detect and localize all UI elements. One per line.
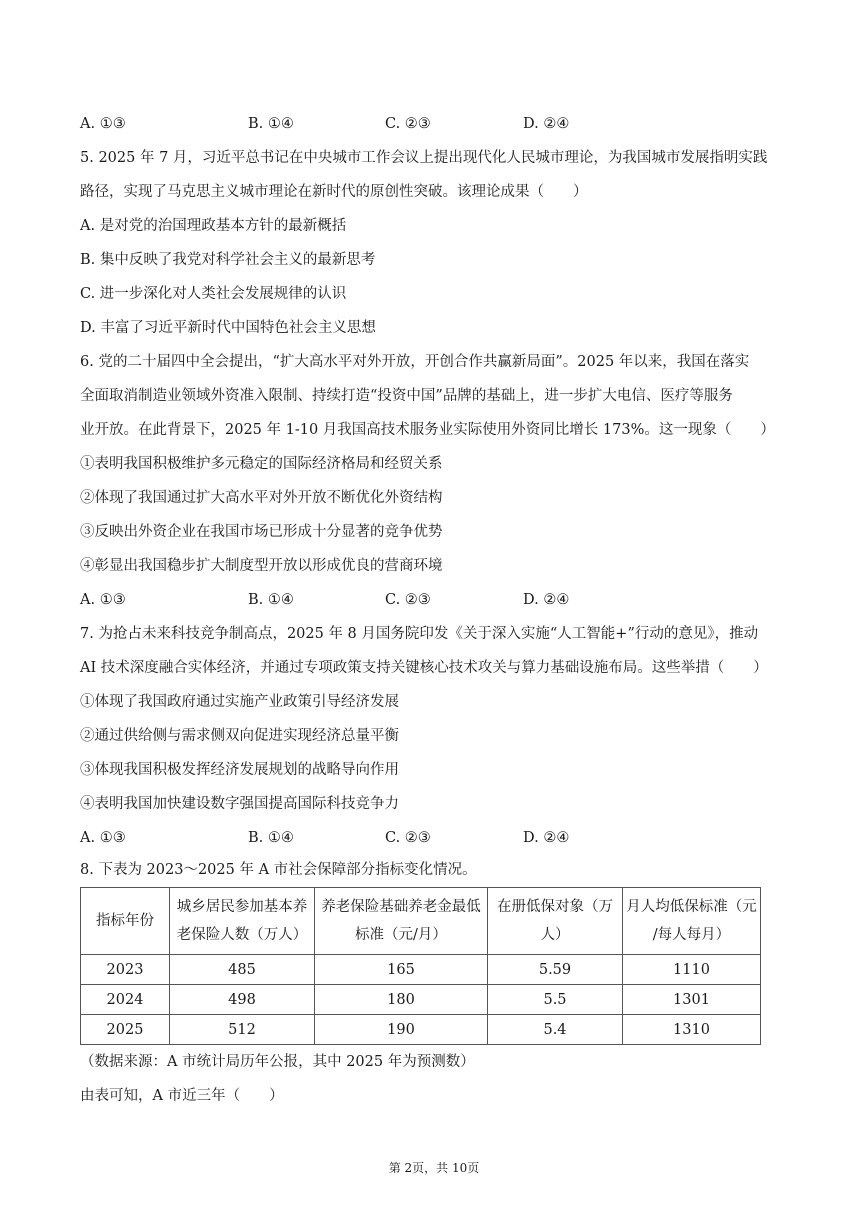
header-cell (81, 888, 170, 955)
option-d[interactable]: D. ②④ (523, 830, 570, 846)
q8-source-note: （数据来源：A 市统计局历年公报，其中 2025 年为预测数） (80, 1054, 475, 1070)
q7-stem-line-2: AI 技术深度融合实体经济，并通过专项政策支持关键核心技术攻关与算力基础设施布局。这些举措（ ） (80, 660, 768, 676)
table-cell: 485 (170, 955, 315, 985)
header-cell (488, 888, 623, 955)
q8-stem: 8. 下表为 2023～2025 年 A 市社会保障部分指标变化情况。 (80, 862, 477, 878)
q7-item-4: ④表明我国加快建设数字强国提高国际科技竞争力 (80, 796, 399, 812)
option-a[interactable]: A. ①③ (80, 116, 126, 132)
table-cell: 2025 (81, 1015, 170, 1045)
option-c[interactable]: C. ②③ (385, 830, 431, 846)
header-text: 人） (540, 927, 570, 943)
header-text: 老保险人数（万人） (176, 927, 308, 943)
table-cell: 180 (315, 985, 488, 1015)
table-cell: 1310 (623, 1015, 761, 1045)
table-cell: 5.5 (488, 985, 623, 1015)
option-a[interactable]: A. ①③ (80, 592, 126, 608)
q5-stem-line-2: 路径，实现了马克思主义城市理论在新时代的原创性突破。该理论成果（ ） (80, 184, 588, 200)
q7-options (80, 828, 780, 848)
table-cell: 1301 (623, 985, 761, 1015)
header-text: 标准（元/月） (355, 927, 447, 943)
table-row (81, 1015, 761, 1045)
q5-choice-a[interactable]: A. 是对党的治国理政基本方针的最新概括 (80, 218, 347, 234)
q5-stem-line-1: 5. 2025 年 7 月，习近平总书记在中央城市工作会议上提出现代化人民城市理论，为我国城市发展指明实践 (80, 150, 768, 166)
q6-item-2: ②体现了我国通过扩大高水平对外开放不断优化外资结构 (80, 490, 443, 506)
q4-options (80, 114, 780, 134)
q5-choice-b[interactable]: B. 集中反映了我党对科学社会主义的最新思考 (80, 252, 376, 268)
header-text: 在册低保对象（万 (497, 899, 613, 915)
header-text: 月人均低保标准（元 (626, 899, 757, 915)
option-c[interactable]: C. ②③ (385, 116, 431, 132)
header-text: 养老保险基础养老金最低 (321, 899, 481, 915)
table-row (81, 985, 761, 1015)
option-d[interactable]: D. ②④ (523, 592, 570, 608)
table-row (81, 955, 761, 985)
header-cell (623, 888, 761, 955)
table-cell: 5.4 (488, 1015, 623, 1045)
header-cell (315, 888, 488, 955)
q6-item-4: ④彰显出我国稳步扩大制度型开放以形成优良的营商环境 (80, 558, 443, 574)
option-a[interactable]: A. ①③ (80, 830, 126, 846)
option-d[interactable]: D. ②④ (523, 116, 570, 132)
option-c[interactable]: C. ②③ (385, 592, 431, 608)
table-cell: 2023 (81, 955, 170, 985)
table-cell: 498 (170, 985, 315, 1015)
q7-item-2: ②通过供给侧与需求侧双向促进实现经济总量平衡 (80, 728, 399, 744)
q5-choice-d[interactable]: D. 丰富了习近平新时代中国特色社会主义思想 (80, 320, 376, 336)
table-cell: 2024 (81, 985, 170, 1015)
option-b[interactable]: B. ①④ (248, 830, 294, 846)
option-b[interactable]: B. ①④ (248, 116, 294, 132)
option-b[interactable]: B. ①④ (248, 592, 294, 608)
table-cell: 512 (170, 1015, 315, 1045)
header-text: 指标年份 (96, 913, 154, 929)
table-cell: 1110 (623, 955, 761, 985)
header-cell (170, 888, 315, 955)
q7-stem-line-1: 7. 为抢占未来科技竞争制高点，2025 年 8 月国务院印发《关于深入实施“人工智能+”行动的意见》，推动 (80, 626, 759, 642)
q6-item-3: ③反映出外资企业在我国市场已形成十分显著的竞争优势 (80, 524, 443, 540)
table-cell: 190 (315, 1015, 488, 1045)
social-security-table (80, 887, 761, 1045)
table-cell: 165 (315, 955, 488, 985)
q6-stem-line-1: 6. 党的二十届四中全会提出，“扩大高水平对外开放，开创合作共赢新局面”。2025 年以来，我国在落实 (80, 354, 750, 370)
header-text: /每人每月） (652, 927, 731, 943)
header-text: 城乡居民参加基本养 (176, 899, 308, 915)
table-header-row (81, 888, 761, 955)
q7-item-3: ③体现我国积极发挥经济发展规划的战略导向作用 (80, 762, 399, 778)
q8-question: 由表可知，A 市近三年（ ） (80, 1088, 284, 1104)
q6-item-1: ①表明我国积极维护多元稳定的国际经济格局和经贸关系 (80, 456, 443, 472)
q5-choice-c[interactable]: C. 进一步深化对人类社会发展规律的认识 (80, 286, 347, 302)
q7-item-1: ①体现了我国政府通过实施产业政策引导经济发展 (80, 694, 399, 710)
q6-stem-line-2: 全面取消制造业领域外资准入限制、持续打造“投资中国”品牌的基础上，进一步扩大电信、医疗等服务 (80, 388, 733, 404)
table-cell: 5.59 (488, 955, 623, 985)
q6-stem-line-3: 业开放。在此背景下，2025 年 1-10 月我国高技术服务业实际使用外资同比增长 173%。这一现象（ ） (80, 422, 775, 438)
page-footer: 第 2页，共 10页 (388, 1161, 480, 1175)
q6-options (80, 590, 780, 610)
